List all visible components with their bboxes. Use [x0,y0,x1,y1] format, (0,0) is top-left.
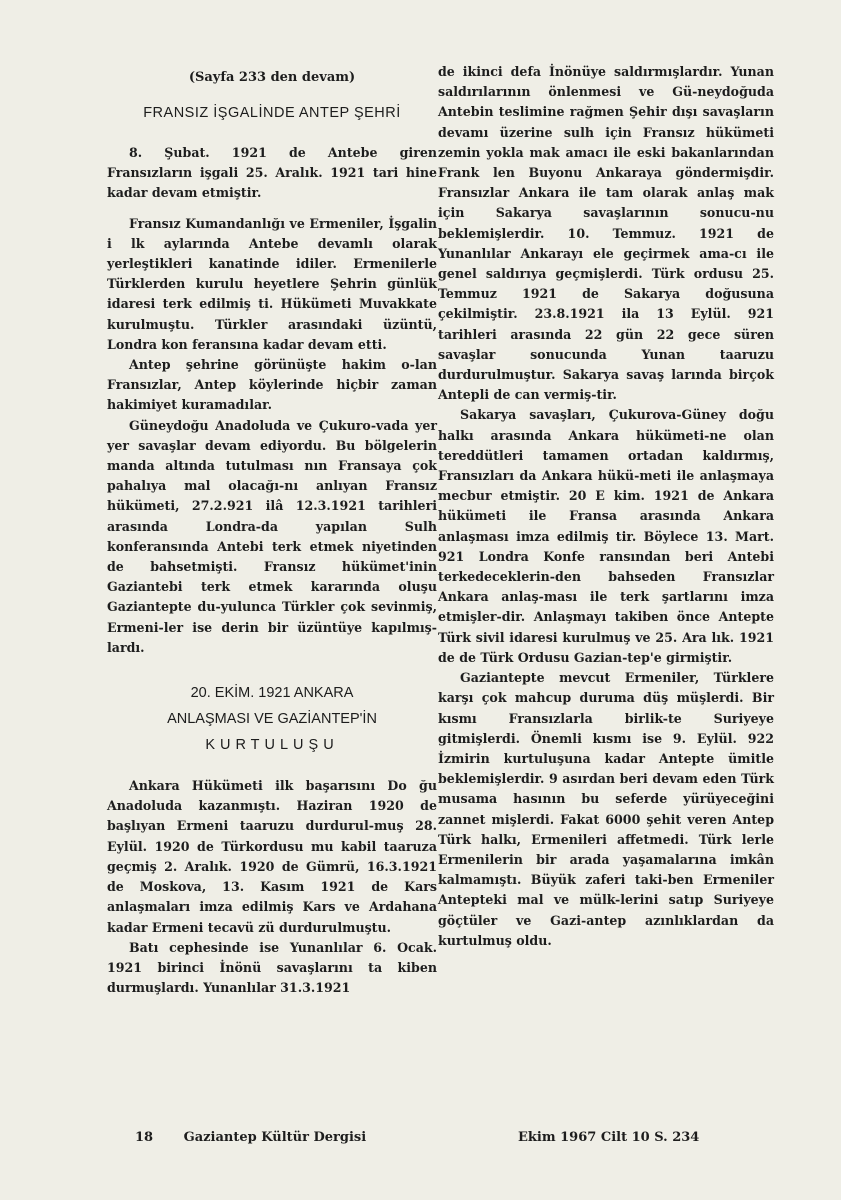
footer-left [135,1130,366,1145]
paragraph-2: Antep şehrine görünüşte hakim o-lan Fransızlar, Antep köylerinde hiçbir zaman hakimiyet kuramadılar. [107,357,437,413]
paragraph-6: de ikinci defa İnönüye saldırmışlardır. Yunan saldırılarının önlenmesi ve Gü-neydoğuda Antebin teslimine rağmen Şehir dışı savaşların devamı üzerine sulh için Fransız hükümeti zemin yokla mak amacı ile eski bakanlarından Frank len Buyonu Ankaraya göndermişdir. Fransızlar Ankara ile tam olarak anlaş mak için Sakarya savaşlarının sonucu-nu beklemişlerdir. 10. Temmuz. 1921 de Yunanlılar Ankarayı ele geçirmek ama-cı ile genel saldırıya geçmişlerdi. Türk ordusu 25. Temmuz 1921 de Sakarya doğusuna çekilmiştir. 23.8.1921 ila 13 Eylül. 921 tarihleri arasında 22 gün 22 gece süren savaşlar sonucunda Yunan taaruzu durdurulmuştur. Sakarya savaş larında birçok Antepli de can vermiş-tir. [438,64,774,403]
paragraph-7: Sakarya savaşları, Çukurova-Güney doğu halkı arasında Ankara hükümeti-ne olan tereddütleri tamamen ortadan kaldırmış, Fransızları da Ankara hükü-meti ile anlaşmaya mecbur etmiştir. 20 E kim. 1921 de Ankara hükümeti ile Fransa arasında Ankara anlaşması imza edilmiş tir. Böylece 13. Mart. 921 Londra Konfe ransından beri Antebi terkedeceklerin-den bahseden Fransızlar Ankara anlaş-ması ile terk şartlarını imza etmişler-dir. Anlaşmayı takiben önce Antepte Türk sivil idaresi kurulmuş ve 25. Ara lık. 1921 de de Türk Ordusu Gazian-tep'e girmiştir. [438,407,774,665]
section-heading-line-3: KURTULUŞU [205,737,339,754]
continuation-note: (Sayfa 233 den devam) [188,70,356,85]
paragraph-8: Gaziantepte mevcut Ermeniler, Türklere karşı çok mahcup duruma düş müşlerdi. Bir kısmı Fransızlarla birlik-te Suriyeye gitmişlerdi. Önemli kısmı ise 9. Eylül. 922 İzmirin kurtuluşuna kadar Antepte ümitle beklemişlerdir. 9 asırdan beri devam eden Türk musama hasının bu seferde yürüyeceğini zannet mişlerdi. Fakat 6000 şehit veren Antep Türk halkı, Ermenileri affetmedi. Türk lerle Ermenilerin bir arada yaşamalarına imkân kalmamıştı. Büyük zaferi taki-ben Ermeniler Antepteki mal ve mülk-lerini satıp Suriyeye göçtüler ve Gazi-antep azınlıklardan da kurtulmuş oldu. [438,670,774,948]
section-heading-line-1: 20. EKİM. 1921 ANKARA [190,685,354,702]
footer-issue: Ekim 1967 Cilt 10 S. 234 [518,1130,700,1145]
article-title: FRANSIZ İŞGALİNDE ANTEP ŞEHRİ [143,105,401,121]
paragraph-4: Ankara Hükümeti ilk başarısını Do ğu Anadoluda kazanmıştı. Haziran 1920 de başlıyan Ermeni taaruzu durdurul-muş 28. Eylül. 1920 de Türkordusu mu kabil taaruza geçmiş 2. Aralık. 1920 de Gümrü, 16.3.1921 de Moskova, 13. Kasım 1921 de Kars anlaşmaları imza edilmiş Kars ve Ardahana kadar Ermeni tecavü zü durdurulmuştu. [107,778,437,935]
left-column [107,62,437,998]
magazine-name: Gaziantep Kültür Dergisi [183,1130,367,1145]
intro-paragraph: 8. Şubat. 1921 de Antebe giren Fransızların işgali 25. Aralık. 1921 tari hine kadar devam etmiştir. [107,145,437,201]
right-column [438,62,774,951]
page-number: 18 [135,1130,154,1145]
paragraph-1: Fransız Kumandanlığı ve Ermeniler, İşgalin i lk aylarında Antebe devamlı olarak yerleştikleri kanatinde idiler. Ermenilerle Türklerden kurulu heyetlere Şehrin günlük idaresi terk edilmiş ti. Hükümeti Muvakkate kurulmuştu. Türkler arasındaki üzüntü, Londra kon feransına kadar devam etti. [107,215,437,352]
section-heading [107,680,437,758]
section-heading-line-2: ANLAŞMASI VE GAZİANTEP'İN [167,711,377,728]
paragraph-3: Güneydoğu Anadoluda ve Çukuro-vada yer yer savaşlar devam ediyordu. Bu bölgelerin manda altında tutulması nın Fransaya çok pahalıya mal olacağı-nı anlıyan Fransız hükümeti, 27.2.921 ilâ 12.3.1921 tarihleri arasında Londra-da yapılan Sulh konferansında Antebi terk etmek niyetinden de bahsetmişti. Fransız hükümet'inin Gaziantebi terk etmek kararında oluşu Gaziantepte du-yulunca Türkler çok sevinmiş, Ermeni-ler ise derin bir üzüntüye kapılmış-lardı. [107,417,437,655]
paragraph-5: Batı cephesinde ise Yunanlılar 6. Ocak. 1921 birinci İnönü savaşlarını ta kiben durmuşlardı. Yunanlılar 31.3.1921 [107,939,437,996]
